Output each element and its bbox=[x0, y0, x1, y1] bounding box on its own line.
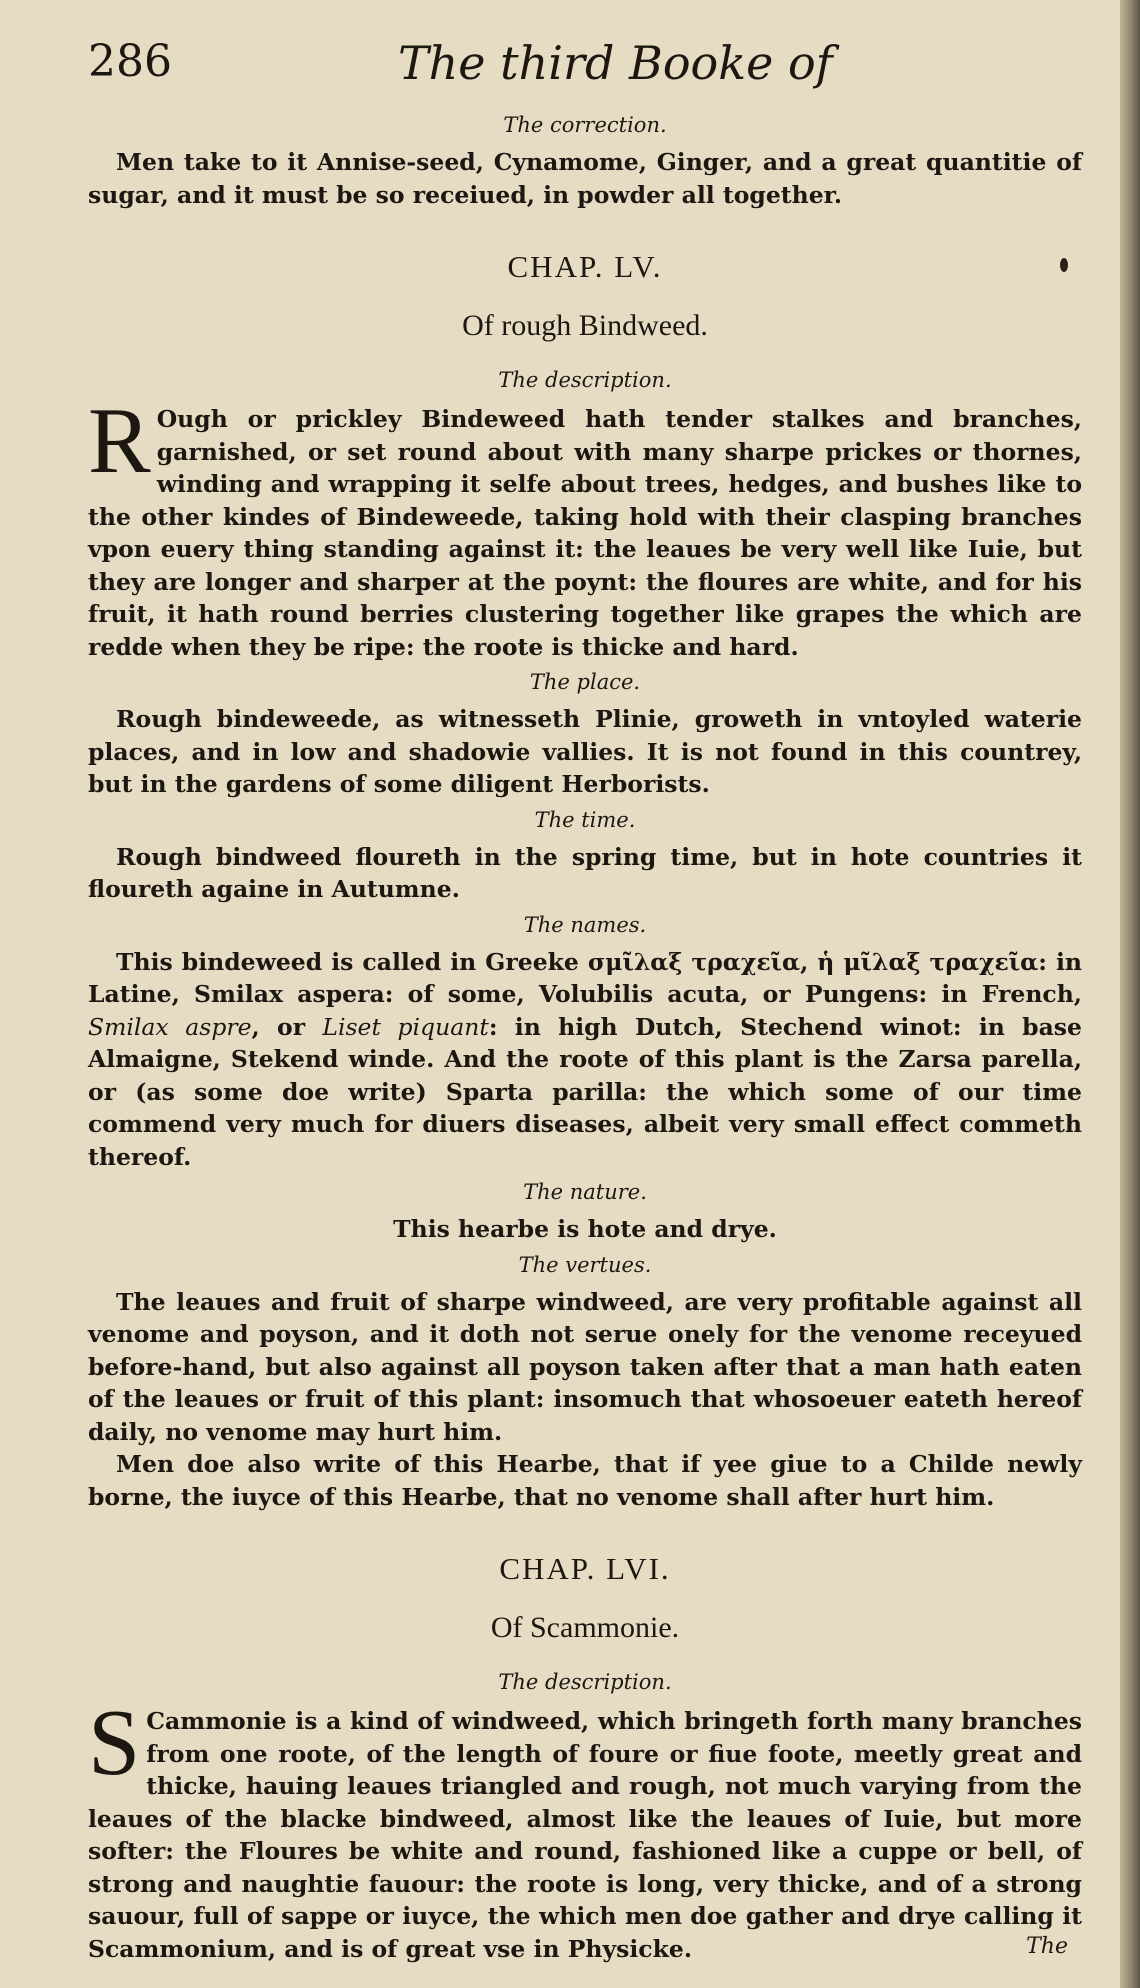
time-heading: The time. bbox=[534, 807, 636, 832]
description-55-text: Ough or prickley Bindeweed hath tender stalkes and branches, garnished, or set round about with many sharpe prickes or thornes, winding and wrapping it selfe about trees, hedges, and bushes like to the other kindes of Bindeweede, taking hold with their clasping branches vpon euery thing standing against it: the leaues be very well like Iuie, but they are longer and sharper at the poynt: the floures are white, and for his fruit, it hath round berries clustering together like grapes the which are redde when they be ripe: the roote is thicke and hard. bbox=[88, 405, 1082, 661]
chapter-56-number: CHAP. LVI. bbox=[499, 1551, 671, 1586]
correction-heading: The correction. bbox=[503, 113, 667, 137]
page-edge bbox=[1120, 0, 1140, 1988]
chapter-55-title: Of rough Bindweed. bbox=[462, 309, 708, 342]
description-55-heading: The description. bbox=[498, 368, 672, 392]
running-title: The third Booke of bbox=[398, 36, 833, 90]
chapter-56-title: Of Scammonie. bbox=[490, 1611, 680, 1644]
names-text-2: , or bbox=[251, 1012, 323, 1041]
ink-spot bbox=[1060, 258, 1068, 272]
page-number: 286 bbox=[88, 36, 172, 87]
catchword: The bbox=[1026, 1934, 1068, 1959]
names-heading: The names. bbox=[523, 912, 647, 937]
drop-cap-s: S bbox=[88, 1691, 141, 1795]
place-heading: The place. bbox=[529, 670, 641, 694]
names-text-3: : in high Dutch, Stechend winot: in base Almaigne, Stekend winde. And the roote of this plant is the Zarsa parella, or (as some doe write) Sparta parilla: the which some of our time commend very much for diuers diseases, albeit very small effect commeth thereof. bbox=[88, 1012, 1082, 1171]
chapter-55-number: CHAP. LV. bbox=[507, 249, 663, 284]
names-italic-2: Liset piquant bbox=[322, 1012, 489, 1041]
vertues-paragraph-2: Men doe also write of this Hearbe, that if yee giue to a Childe newly borne, the iuyce of this Hearbe, that no venome shall after hurt him. bbox=[88, 1450, 1082, 1511]
description-56-heading: The description. bbox=[498, 1670, 672, 1694]
names-text-1: This bindeweed is called in Greeke σμῖλαξ τραχεῖα, ἡ μῖλαξ τραχεῖα: in Latine, Smilax aspera: of some, Volubilis acuta, or Pungens: in French, bbox=[88, 947, 1082, 1008]
time-paragraph: Rough bindweed floureth in the spring time, but in hote countries it floureth againe in Autumne. bbox=[88, 842, 1082, 903]
page-header bbox=[88, 36, 1082, 106]
nature-heading: The nature. bbox=[523, 1180, 647, 1204]
names-italic-1: Smilax aspre bbox=[88, 1012, 252, 1041]
description-55-paragraph bbox=[88, 389, 1082, 663]
names-paragraph bbox=[88, 946, 1082, 1174]
correction-paragraph: Men take to it Annise-seed, Cynamome, Ginger, and a great quantitie of sugar, and it must be so receiued, in powder all together. bbox=[88, 148, 1082, 209]
vertues-paragraph-1: The leaues and fruit of sharpe windweed, are very profitable against all venome and poyson, and it doth not serue onely for the venome receyued before-hand, but also against all poyson taken after that a man hath eaten of the leaues or fruit of this plant: insomuch that whosoeuer eateth hereof daily, no venome may hurt him. bbox=[88, 1287, 1082, 1446]
nature-paragraph: This hearbe is hote and drye. bbox=[393, 1215, 777, 1243]
vertues-heading: The vertues. bbox=[518, 1252, 652, 1277]
description-56-paragraph bbox=[88, 1691, 1082, 1965]
description-56-text: Cammonie is a kind of windweed, which bringeth forth many branches from one roote, of the length of foure or fiue foote, meetly great and thicke, hauing leaues triangled and rough, not much varying from the leaues of the blacke bindweed, almost like the leaues of Iuie, but more softer: the Floures be white and round, fashioned like a cuppe or bell, of strong and naughtie fauour: the roote is long, very thicke, and of a strong sauour, full of sappe or iuyce, the which men doe gather and drye calling it Scammonium, and is of great vse in Physicke. bbox=[88, 1707, 1082, 1963]
drop-cap-r: R bbox=[88, 389, 151, 493]
place-paragraph: Rough bindeweede, as witnesseth Plinie, groweth in vntoyled waterie places, and in low and shadowie vallies. It is not found in this countrey, but in the gardens of some diligent Herborists. bbox=[88, 705, 1082, 798]
